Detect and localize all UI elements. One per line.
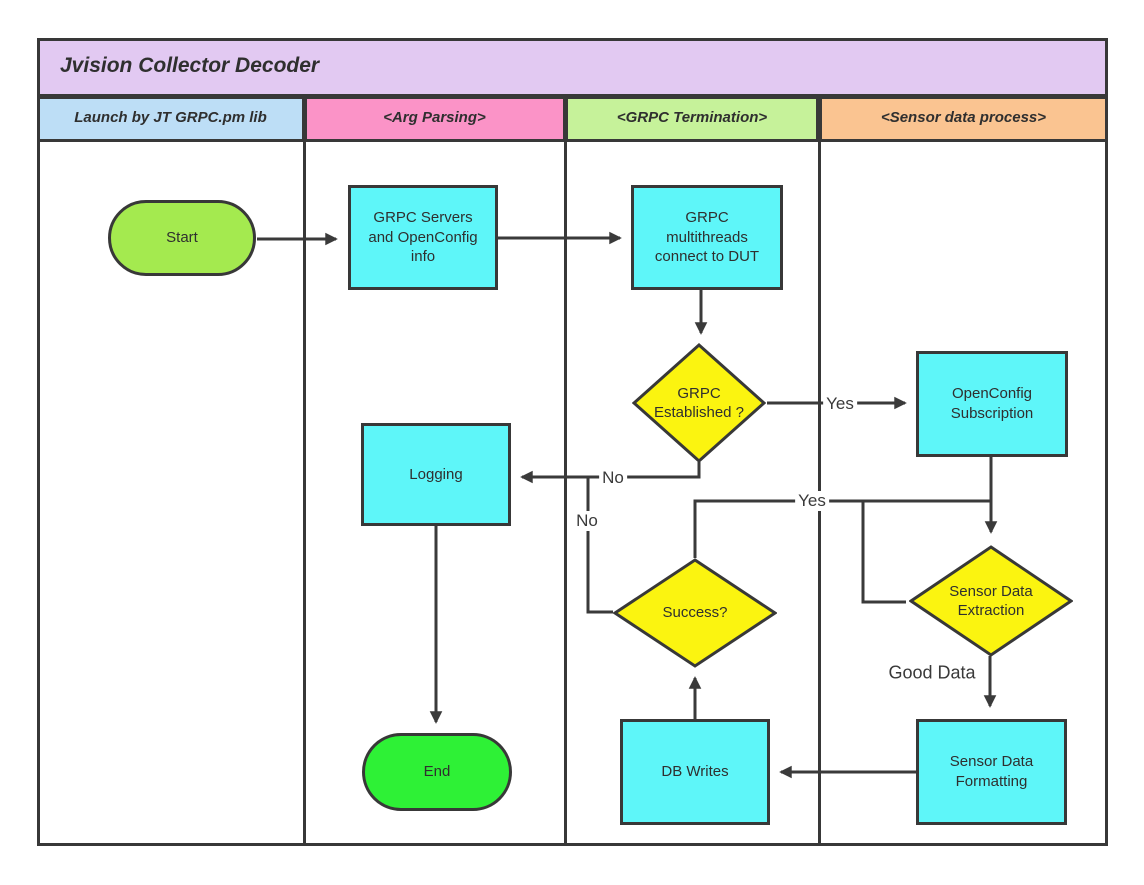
node-sensor-data-formatting (916, 719, 1067, 825)
lane-header-sensor-data (819, 96, 1108, 141)
edge-label-good-data: Good Data (888, 662, 976, 683)
node-end-label: End (423, 763, 451, 781)
lane-header-launch (37, 96, 304, 141)
lane-header-grpc-termination-label: <GRPC Termination> (616, 109, 768, 127)
node-grpc-multithreads-label: GRPC multithreads connect to DUT (654, 208, 760, 266)
node-openconfig-subscription-label: OpenConfig Subscription (950, 385, 1034, 422)
edge-label-established-yes: Yes (823, 394, 857, 414)
node-end (362, 733, 512, 811)
node-logging (361, 423, 511, 526)
node-db-writes-label: DB Writes (661, 763, 729, 781)
node-sensor-data-extraction-decision (909, 545, 1073, 657)
node-grpc-multithreads (631, 185, 783, 290)
node-grpc-established-decision (632, 343, 766, 463)
edge-label-success-no: No (573, 511, 601, 531)
node-sensor-data-formatting-label: Sensor Data Formatting (949, 753, 1034, 790)
lane-header-sensor-data-label: <Sensor data process> (880, 109, 1047, 127)
lane-header-arg-parsing-label: <Arg Parsing> (383, 109, 486, 127)
node-success-decision (613, 558, 777, 668)
edge-success-no-to-logging (588, 476, 613, 612)
page-title: Jvision Collector Decoder (60, 54, 320, 77)
node-grpc-servers (348, 185, 498, 290)
lane-header-arg-parsing (304, 96, 565, 141)
node-start (108, 200, 256, 276)
node-start-label: Start (166, 229, 198, 247)
edge-success-yes-branch (863, 501, 906, 602)
edge-label-success-yes: Yes (795, 491, 829, 511)
edge-label-established-no: No (599, 468, 627, 488)
node-db-writes (620, 719, 770, 825)
node-openconfig-subscription (916, 351, 1068, 457)
node-sensor-data-extraction-label: Sensor Data Extraction (949, 582, 1033, 619)
node-grpc-servers-label: GRPC Servers and OpenConfig info (368, 208, 478, 266)
node-success-label: Success? (662, 604, 728, 622)
node-logging-label: Logging (409, 465, 463, 483)
lane-header-launch-label: Launch by JT GRPC.pm lib (74, 109, 267, 127)
node-grpc-established-label: GRPC Established ? (653, 384, 745, 421)
lane-header-grpc-termination (565, 96, 819, 141)
